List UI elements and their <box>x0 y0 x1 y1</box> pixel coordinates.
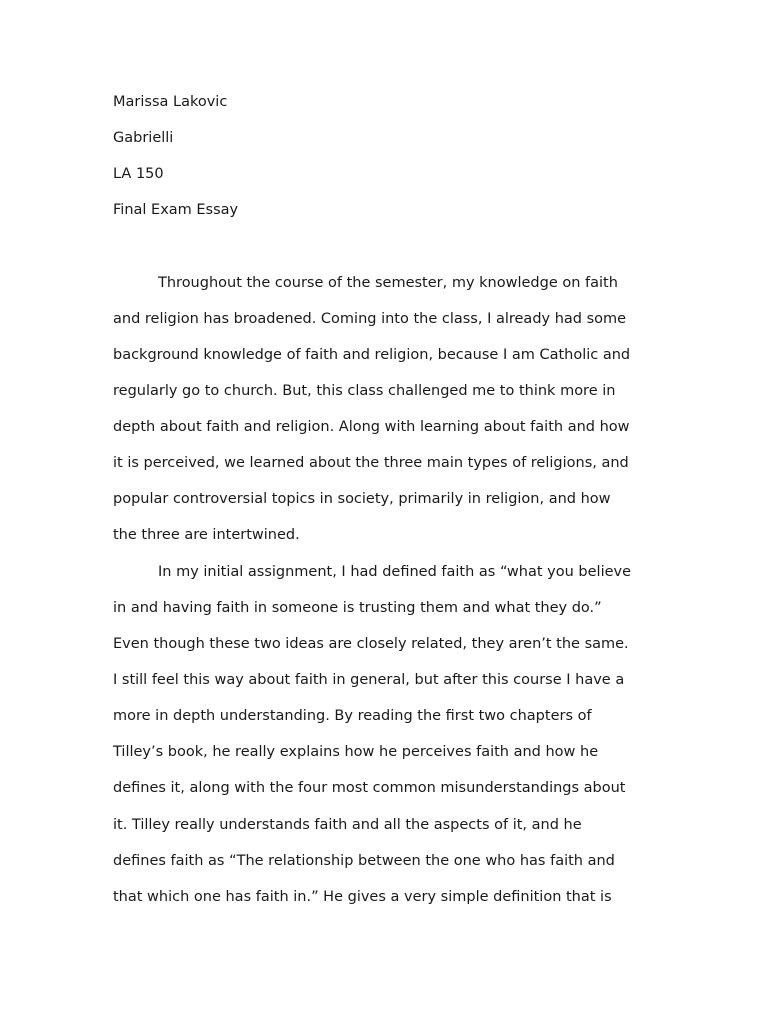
paragraph-line: background knowledge of faith and religion, because I am Catholic and <box>113 347 631 363</box>
assignment-title: Final Exam Essay <box>113 202 239 218</box>
paragraph-line: Throughout the course of the semester, my knowledge on faith <box>158 275 618 291</box>
course-code: LA 150 <box>113 166 164 182</box>
paragraph-line: I still feel this way about faith in general, but after this course I have a <box>113 672 625 688</box>
paragraph-line: regularly go to church. But, this class challenged me to think more in <box>113 383 616 399</box>
paragraph-line: popular controversial topics in society, primarily in religion, and how <box>113 491 611 507</box>
paragraph-line: and religion has broadened. Coming into the class, I already had some <box>113 311 627 327</box>
paragraph-line: that which one has faith in.” He gives a very simple definition that is <box>113 889 612 905</box>
paragraph-line: depth about faith and religion. Along with learning about faith and how <box>113 419 630 435</box>
paragraph-line: it is perceived, we learned about the three main types of religions, and <box>113 455 629 471</box>
paragraph-line: defines it, along with the four most common misunderstandings about <box>113 780 626 796</box>
instructor-name: Gabrielli <box>113 130 174 146</box>
paragraph-line: Tilley’s book, he really explains how he perceives faith and how he <box>113 744 599 760</box>
paragraph-line: In my initial assignment, I had defined faith as “what you believe <box>158 564 632 580</box>
paragraph-line: it. Tilley really understands faith and all the aspects of it, and he <box>113 817 582 833</box>
paragraph-line: more in depth understanding. By reading the first two chapters of <box>113 708 592 724</box>
paragraph-line: in and having faith in someone is trusting them and what they do.” <box>113 600 602 616</box>
author-name: Marissa Lakovic <box>113 94 228 110</box>
paragraph-line: defines faith as “The relationship between the one who has faith and <box>113 853 615 869</box>
paragraph-line: Even though these two ideas are closely related, they aren’t the same. <box>113 636 629 652</box>
paragraph-line: the three are intertwined. <box>113 527 300 543</box>
